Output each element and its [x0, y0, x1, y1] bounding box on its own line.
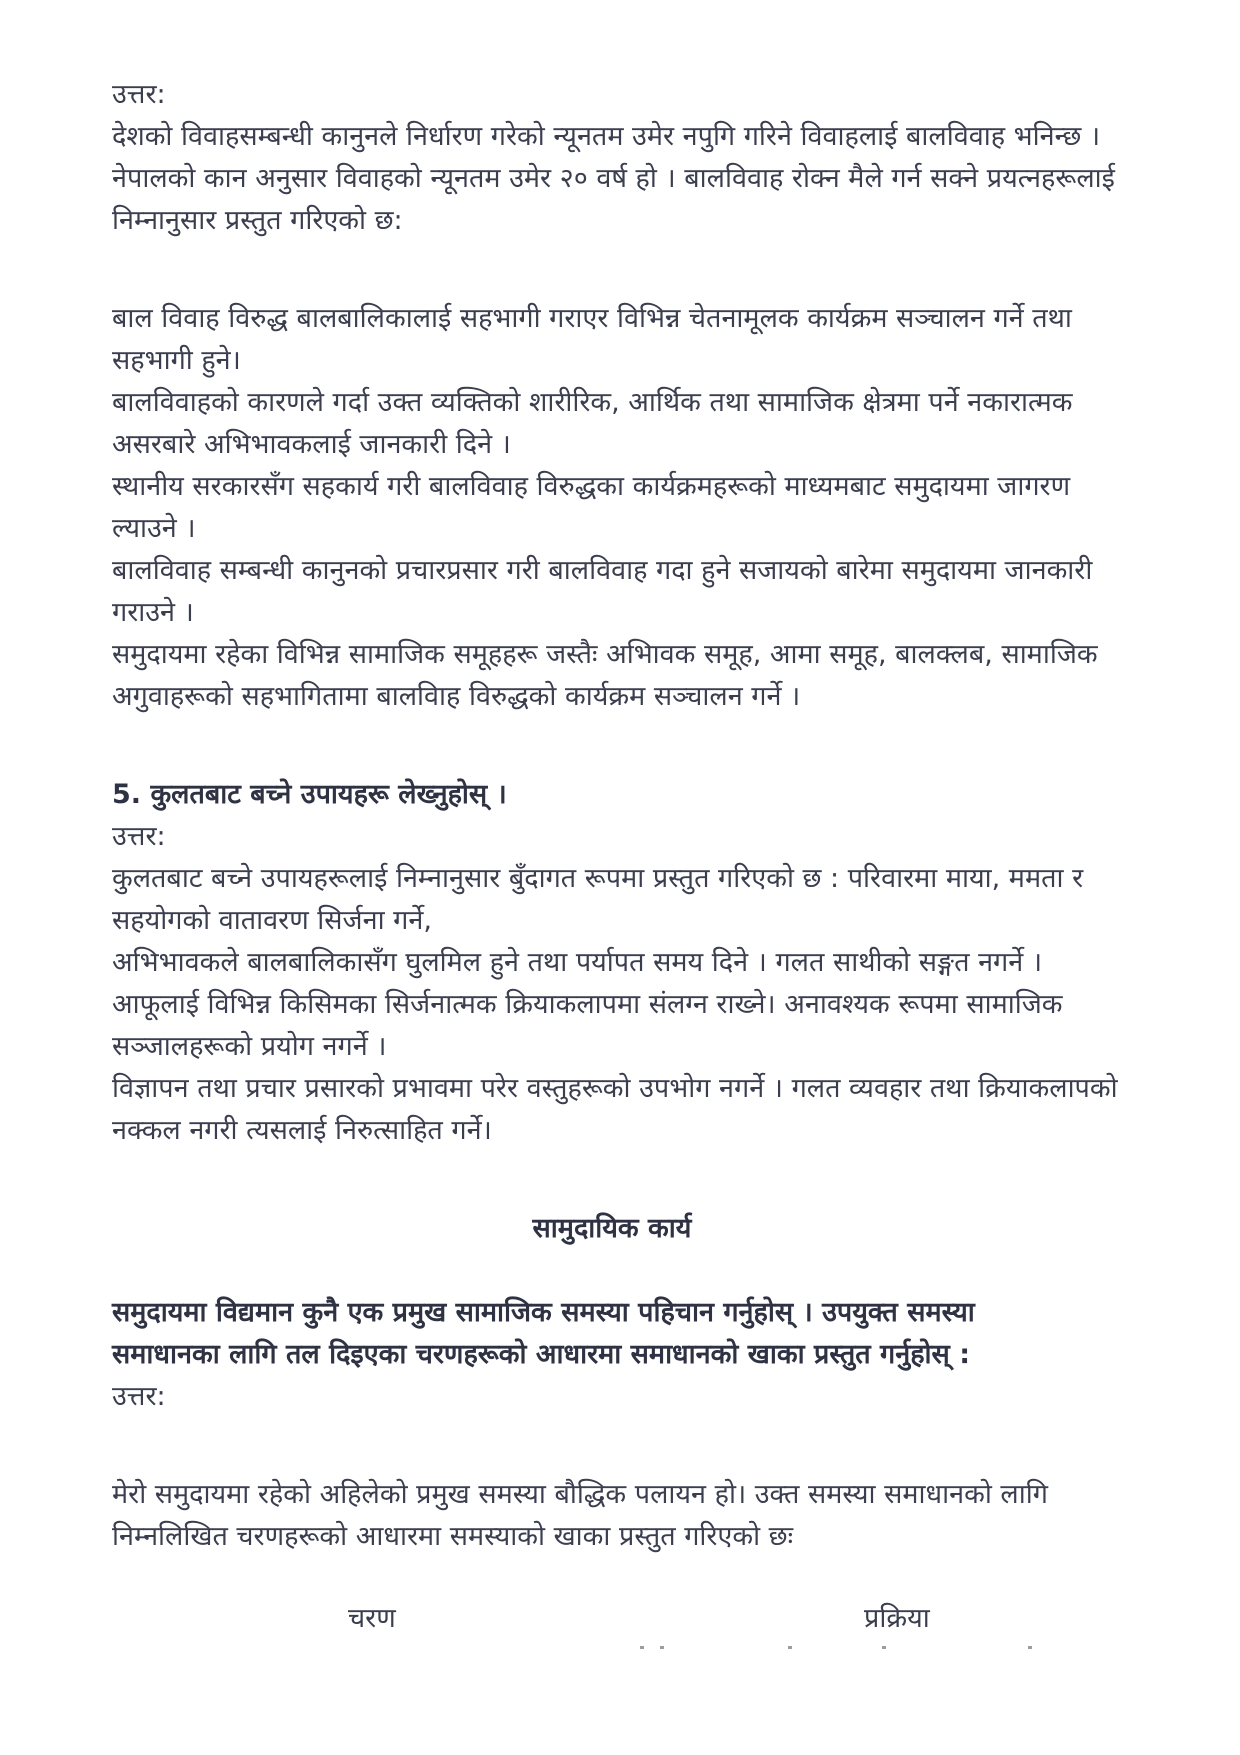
effort-item-line: असरबारे अभिभावकलाई जानकारी दिने । — [112, 429, 511, 460]
text-line: विज्ञापन तथा प्रचार प्रसारको प्रभावमा परेर वस्तुहरूको उपभोग नगर्ने । गलत व्यवहार तथा क्रियाकलापको — [112, 1073, 1118, 1104]
text-line: आफूलाई विभिन्न किसिमका सिर्जनात्मक क्रियाकलापमा संलग्न राख्ने। अनावश्यक रूपमा सामाजिक — [112, 989, 1063, 1020]
spacer — [112, 1152, 1152, 1194]
effort-item-line: सहभागी हुने। — [112, 345, 241, 376]
text-line: निम्नलिखित चरणहरूको आधारमा समस्याको खाका प्रस्तुत गरिएको छः — [112, 1521, 794, 1552]
table-border-fragment — [112, 1646, 1152, 1652]
text-line: देशको विवाहसम्बन्धी कानुनले निर्धारण गरेको न्यूनतम उमेर नपुगि गरिने विवाहलाई बालविवाह भनिन्छ । — [112, 121, 1101, 152]
border-dot — [788, 1646, 792, 1649]
column-header-process: प्रक्रिया — [864, 1603, 930, 1634]
question-line: समुदायमा विद्यमान कुनै एक प्रमुख सामाजिक समस्या पहिचान गर्नुहोस् । उपयुक्त समस्या — [112, 1297, 975, 1328]
spacer — [112, 1250, 1152, 1292]
answer-label: उत्तर: — [112, 1381, 166, 1412]
text-line: सञ्जालहरूको प्रयोग नगर्ने । — [112, 1031, 387, 1062]
answer-label: उत्तर: — [112, 821, 166, 852]
question-line: समाधानका लागि तल दिइएका चरणहरूको आधारमा समाधानको खाका प्रस्तुत गर्नुहोस् : — [112, 1339, 970, 1370]
section-title: सामुदायिक कार्य — [532, 1213, 692, 1244]
spacer — [112, 1194, 1152, 1208]
spacer — [112, 760, 1152, 774]
border-dot — [640, 1646, 644, 1649]
column-header-step: चरण — [348, 1603, 396, 1634]
effort-item-line: समुदायमा रहेका विभिन्न सामाजिक समूहहरू जस्तैः अभिावक समूह, आमा समूह, बालक्लब, सामाजिक — [112, 639, 1098, 670]
answer-label: उत्तर: — [112, 79, 166, 110]
effort-item-line: गराउने । — [112, 597, 194, 628]
text-line: निम्नानुसार प्रस्तुत गरिएको छ: — [112, 205, 403, 236]
question-heading: 5. कुलतबाट बच्ने उपायहरू लेख्नुहोस् । — [112, 779, 507, 810]
text-line: नेपालको कान अनुसार विवाहको न्यूनतम उमेर २० वर्ष हो । बालविवाह रोक्न मैले गर्न सक्ने प्रयत्नहरूलाई — [112, 163, 1115, 194]
text-line: कुलतबाट बच्ने उपायहरूलाई निम्नानुसार बुँदागत रूपमा प्रस्तुत गरिएको छ : परिवारमा माया, ममता र — [112, 863, 1084, 894]
spacer — [112, 242, 1152, 284]
effort-item-line: स्थानीय सरकारसँग सहकार्य गरी बालविवाह विरुद्धका कार्यक्रमहरूको माध्यमबाट समुदायमा जागरण — [112, 471, 1071, 502]
effort-item-line: ल्याउने । — [112, 513, 196, 544]
document-page — [112, 74, 1152, 1558]
spacer — [112, 718, 1152, 760]
table-header — [112, 1598, 1152, 1640]
effort-item-line: बालविवाहको कारणले गर्दा उक्त व्यक्तिको शारीरिक, आर्थिक तथा सामाजिक क्षेत्रमा पर्ने नकारात्मक — [112, 387, 1073, 418]
text-line: मेरो समुदायमा रहेको अहिलेको प्रमुख समस्या बौद्धिक पलायन हो। उक्त समस्या समाधानको लागि — [112, 1479, 1048, 1510]
text-line: नक्कल नगरी त्यसलाई निरुत्साहित गर्ने। — [112, 1115, 492, 1146]
border-dot — [1028, 1646, 1032, 1649]
effort-item-line: अगुवाहरूको सहभागितामा बालविाह विरुद्धको कार्यक्रम सञ्चालन गर्ने । — [112, 681, 801, 712]
spacer — [112, 284, 1152, 298]
text-line: सहयोगको वातावरण सिर्जना गर्ने, — [112, 905, 432, 936]
effort-item-line: बाल विवाह विरुद्ध बालबालिकालाई सहभागी गराएर विभिन्न चेतनामूलक कार्यक्रम सञ्चालन गर्ने तथा — [112, 303, 1072, 334]
border-dot — [882, 1646, 886, 1649]
spacer — [112, 1418, 1152, 1460]
spacer — [112, 1460, 1152, 1474]
effort-item-line: बालविवाह सम्बन्धी कानुनको प्रचारप्रसार गरी बालविवाह गदा हुने सजायको बारेमा समुदायमा जानकारी — [112, 555, 1093, 586]
border-dot — [660, 1646, 664, 1649]
text-line: अभिभावकले बालबालिकासँग घुलमिल हुने तथा पर्यापत समय दिने । गलत साथीको सङ्गत नगर्ने । — [112, 947, 1043, 978]
